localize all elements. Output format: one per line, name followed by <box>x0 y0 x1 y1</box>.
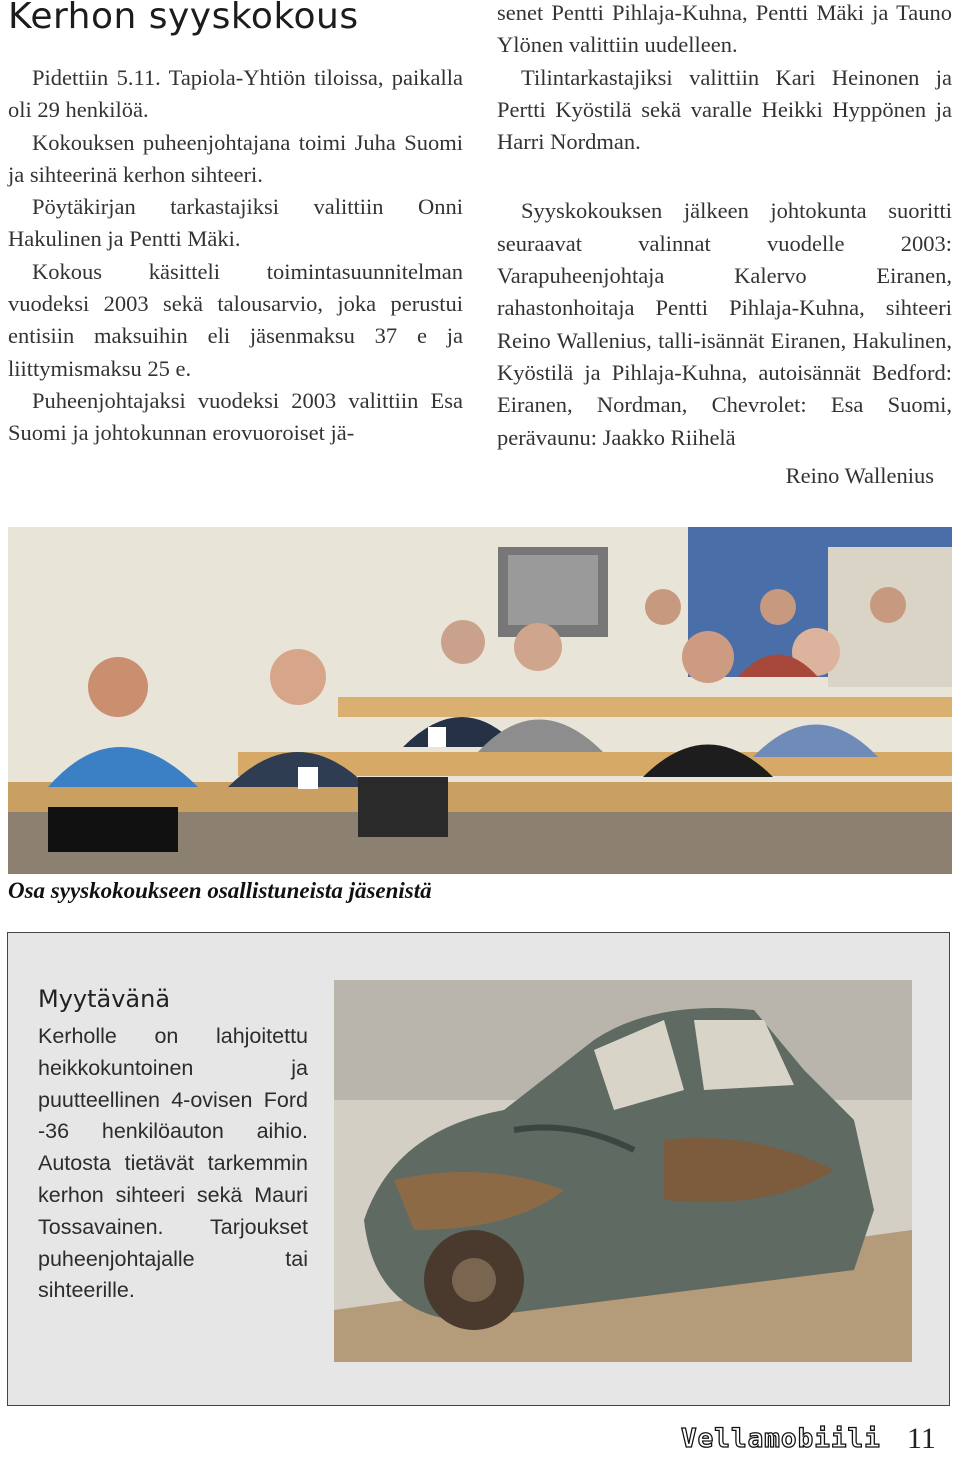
article-right-column <box>497 0 952 492</box>
author-signature: Reino Wallenius <box>785 462 934 488</box>
paragraph-chairman-election: Puheenjohtajaksi vuodeksi 2003 valittiin Esa Suomi ja johtokunnan erovuoroiset jä- <box>8 387 463 446</box>
paragraph-board-members: senet Pentti Pihlaja-Kuhna, Pentti Mäki ja Tauno Ylönen valittiin uudelleen. <box>497 0 952 58</box>
paragraph-auditors: Tilintarkastajiksi valittiin Kari Heinonen ja Pertti Kyöstilä sekä varalle Heikki Hyppönen ja Harri Nordman. <box>497 64 952 155</box>
paragraph-minutes-checkers: Pöytäkirjan tarkastajiksi valittiin Onni Hakulinen ja Pentti Mäki. <box>8 194 463 252</box>
for-sale-box <box>7 932 950 1406</box>
paragraph-meeting-info: Pidettiin 5.11. Tapiola-Yhtiön tiloissa, paikalla oli 29 henkilöä. <box>8 65 463 123</box>
article-title: Kerhon syyskokous <box>8 0 359 37</box>
car-photo <box>334 980 912 1362</box>
meeting-photo <box>8 527 952 874</box>
for-sale-title: Myytävänä <box>38 985 171 1013</box>
meeting-photo-illustration <box>8 527 952 874</box>
photo-caption: Osa syyskokoukseen osallistuneista jäsenistä <box>8 878 432 903</box>
for-sale-text: Kerholle on lahjoitettu heikkokuntoinen ja puutteellinen 4-ovisen Ford -36 henkilöauton aihio. Autosta tietävät tarkemmin kerhon sihteeri sekä Mauri Tossavainen. Tarjoukset puheenjohtajalle tai sihteerille. <box>38 1024 308 1303</box>
page-number: 11 <box>907 1422 936 1455</box>
paragraph-budget: Kokous käsitteli toimintasuunnitelman vuodeksi 2003 sekä talousarvio, joka perustui entisiin maksuihin eli jäsenmaksu 37 e ja liittymismaksu 25 e. <box>8 258 463 381</box>
paragraph-board-roles: Syyskokouksen jälkeen johtokunta suoritti seuraavat valinnat vuodelle 2003: Varapuheenjohtaja Kalervo Eiranen, rahastonhoitaja Pentti Pihlaja-Kuhna, sihteeri Reino Wallenius, talli-isännät Eiranen, Hakulinen, Kyöstilä ja Pihlaja-Kuhna, autoisännät Bedford: Eiranen, Nordman, Chevrolet: Esa Suomi, perävaunu: Jaakko Riihelä <box>497 198 952 450</box>
magazine-brand: Vellamobiili <box>681 1424 881 1454</box>
paragraph-chair: Kokouksen puheenjohtajana toimi Juha Suomi ja sihteerinä kerhon sihteeri. <box>8 129 463 187</box>
article-left-column <box>8 62 463 450</box>
ford-car-wreck-illustration <box>334 980 912 1362</box>
